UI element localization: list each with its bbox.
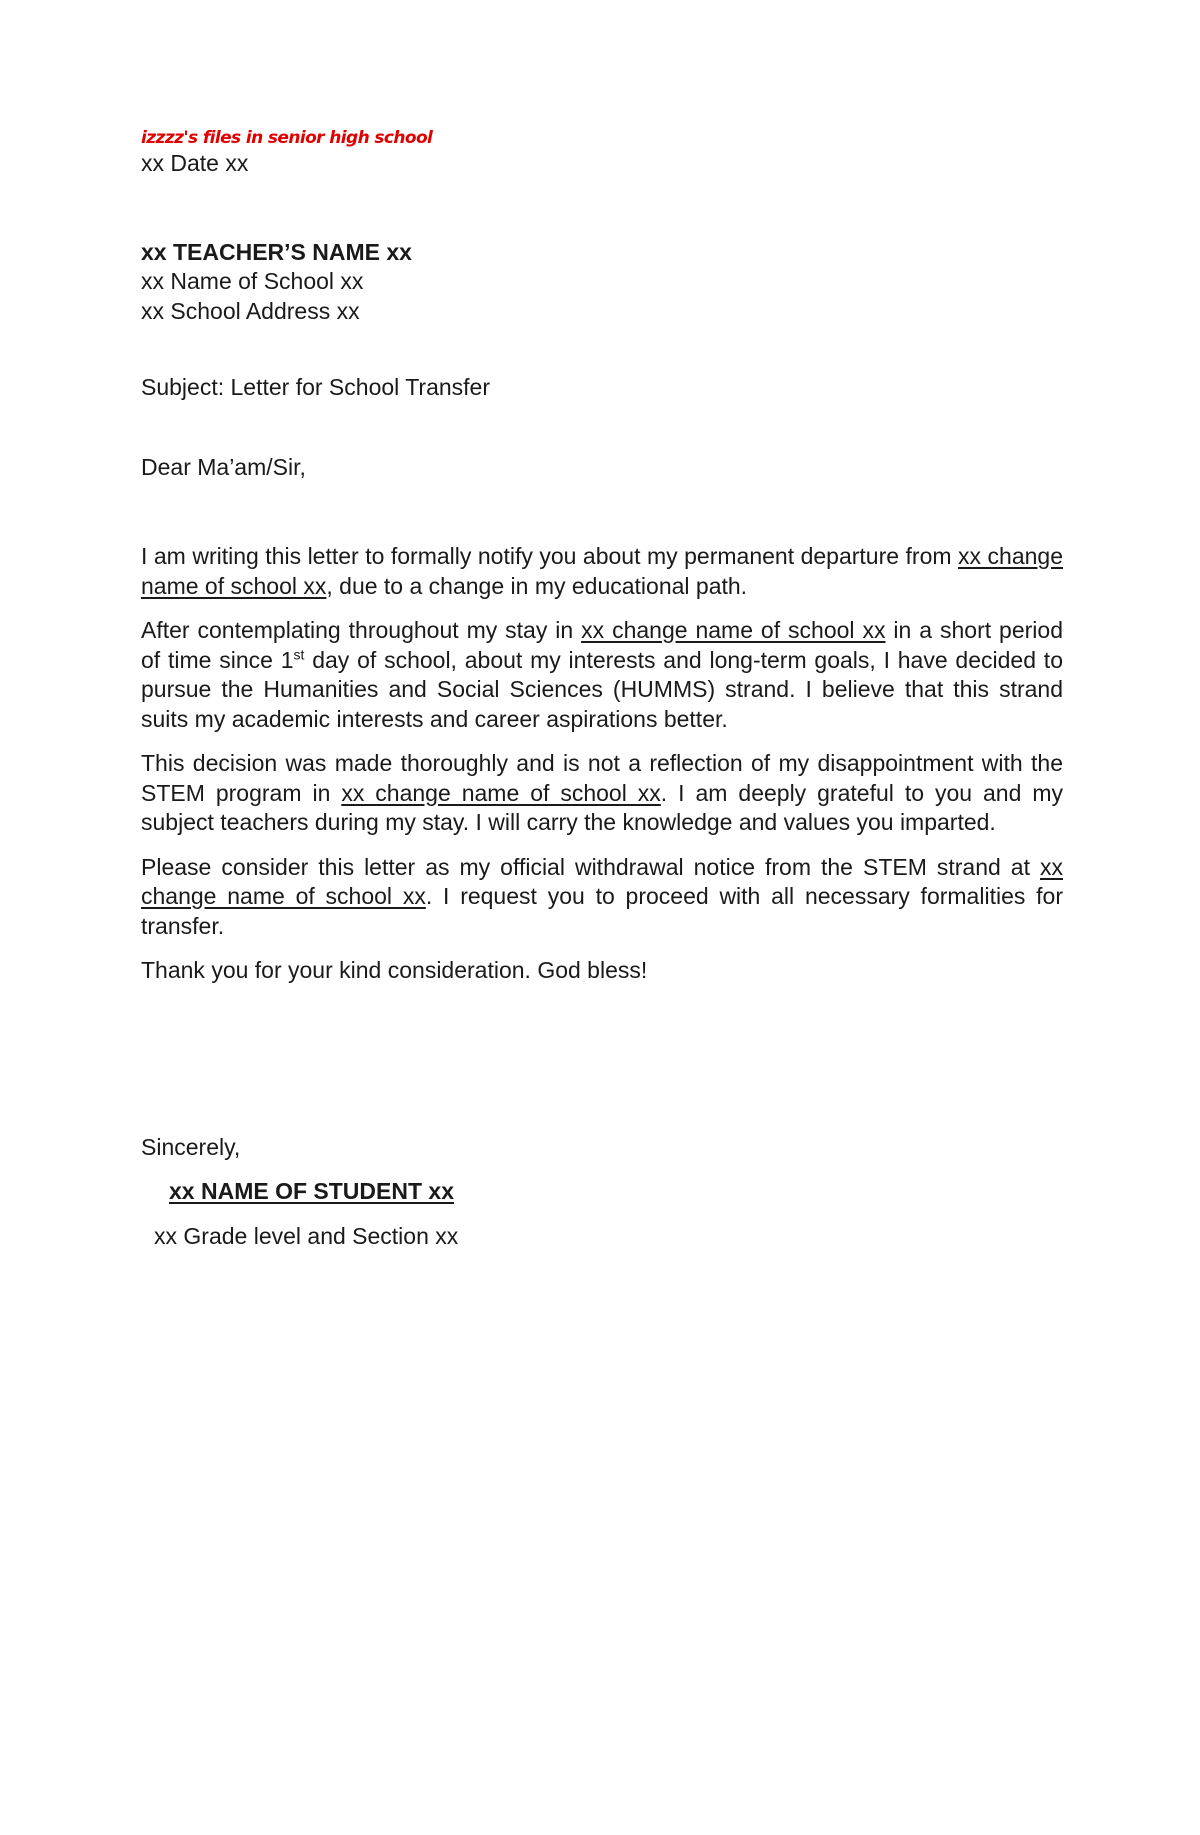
school-name-placeholder: xx change name of school xx (141, 543, 1063, 599)
paragraph-2-text-b: in a short period of time since 1 (141, 617, 1063, 673)
school-name-placeholder: xx change name of school xx (341, 779, 661, 806)
paragraph-1-text-a: I am writing this letter to formally notify you about my permanent departure from (141, 543, 959, 569)
school-name-placeholder: xx change name of school xx (581, 617, 886, 643)
teacher-name: xx TEACHER’S NAME xx (141, 238, 412, 265)
paragraph-3-text-a: This decision was made thoroughly and is not a reflection of my disappointment with the STEM program in (141, 750, 1063, 806)
ordinal-suffix: st (293, 645, 305, 662)
student-name: xx NAME OF STUDENT xx (169, 1178, 454, 1204)
header-note: izzzz's files in senior high school (141, 128, 433, 148)
subject-line: Subject: Letter for School Transfer (141, 374, 491, 400)
sign-off: Sincerely, (141, 1133, 241, 1160)
school-name-placeholder: xx change name of school xx (141, 853, 1063, 909)
closing-thanks: Thank you for your kind consideration. God bless! (141, 957, 648, 983)
paragraph-4-text-a: Please consider this letter as my official withdrawal notice from the STEM strand at (141, 853, 1040, 880)
letter-date: xx Date xx (141, 150, 249, 176)
recipient-block (141, 238, 1063, 327)
grade-section: xx Grade level and Section xx (154, 1222, 459, 1249)
school-name: xx Name of School xx (141, 268, 364, 294)
letter-body (141, 128, 1063, 1251)
paragraph-4 (141, 853, 1063, 942)
paragraph-4-text-b: . I request you to proceed with all necessary formalities for transfer. (141, 883, 1063, 939)
school-address: xx School Address xx (141, 297, 360, 324)
paragraph-3 (141, 749, 1063, 838)
paragraph-3-text-b: . I am deeply grateful to you and my subject teachers during my stay. I will carry the knowledge and values you imparted. (141, 779, 1064, 835)
paragraph-1 (141, 542, 1063, 601)
paragraph-2-text-c: day of school, about my interests and long-term goals, I have decided to pursue the Humanities and Social Sciences (HUMMS) strand. I believe that this strand suits my academic interests and career aspirations better. (141, 646, 1063, 732)
paragraph-2 (141, 616, 1063, 734)
salutation: Dear Ma’am/Sir, (141, 453, 306, 480)
paragraph-2-text-a: After contemplating throughout my stay in (141, 617, 582, 643)
paragraph-1-text-b: , due to a change in my educational path. (326, 572, 748, 599)
